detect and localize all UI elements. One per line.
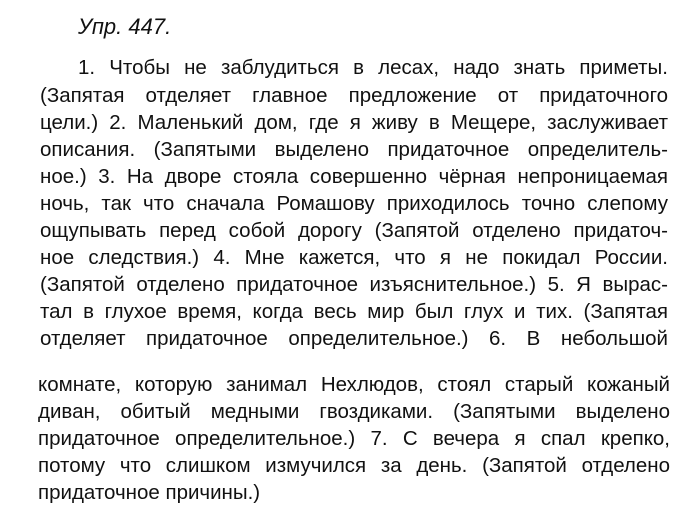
text-line: диван, обитый медными гвоздиками. (Запятыми выделено (38, 400, 670, 423)
text-line: придаточное причины.) (38, 481, 261, 504)
text-line: ное.) 3. На дворе стояла совершенно чёрная непроницаемая (40, 165, 668, 188)
text-line: цели.) 2. Маленький дом, где я живу в Мещере, заслуживает (40, 111, 668, 134)
text-line: ночь, так что сначала Ромашову приходилось точно слепому (40, 192, 668, 215)
text-line: описания. (Запятыми выделено придаточное определитель- (40, 138, 668, 161)
text-line: 1. Чтобы не заблудиться в лесах, надо знать приметы. (78, 56, 668, 79)
text-line: придаточное определительное.) 7. С вечера я спал крепко, (38, 427, 670, 450)
text-line: потому что слишком измучился за день. (Запятой отделено (38, 454, 670, 477)
text-line: отделяет придаточное определительное.) 6. В небольшой (40, 327, 668, 350)
text-line: тал в глухое время, когда весь мир был глух и тих. (Запятая (40, 300, 668, 323)
text-line: (Запятой отделено придаточное изъяснительное.) 5. Я вырас- (40, 273, 668, 296)
text-line: (Запятая отделяет главное предложение от придаточного (40, 84, 668, 107)
text-line: комнате, которую занимал Нехлюдов, стоял старый кожаный (38, 373, 670, 396)
text-line: ное следствия.) 4. Мне кажется, что я не покидал России. (40, 246, 668, 269)
exercise-title: Упр. 447. (78, 14, 172, 39)
text-line: ощупывать перед собой дорогу (Запятой отделено придаточ- (40, 219, 668, 242)
